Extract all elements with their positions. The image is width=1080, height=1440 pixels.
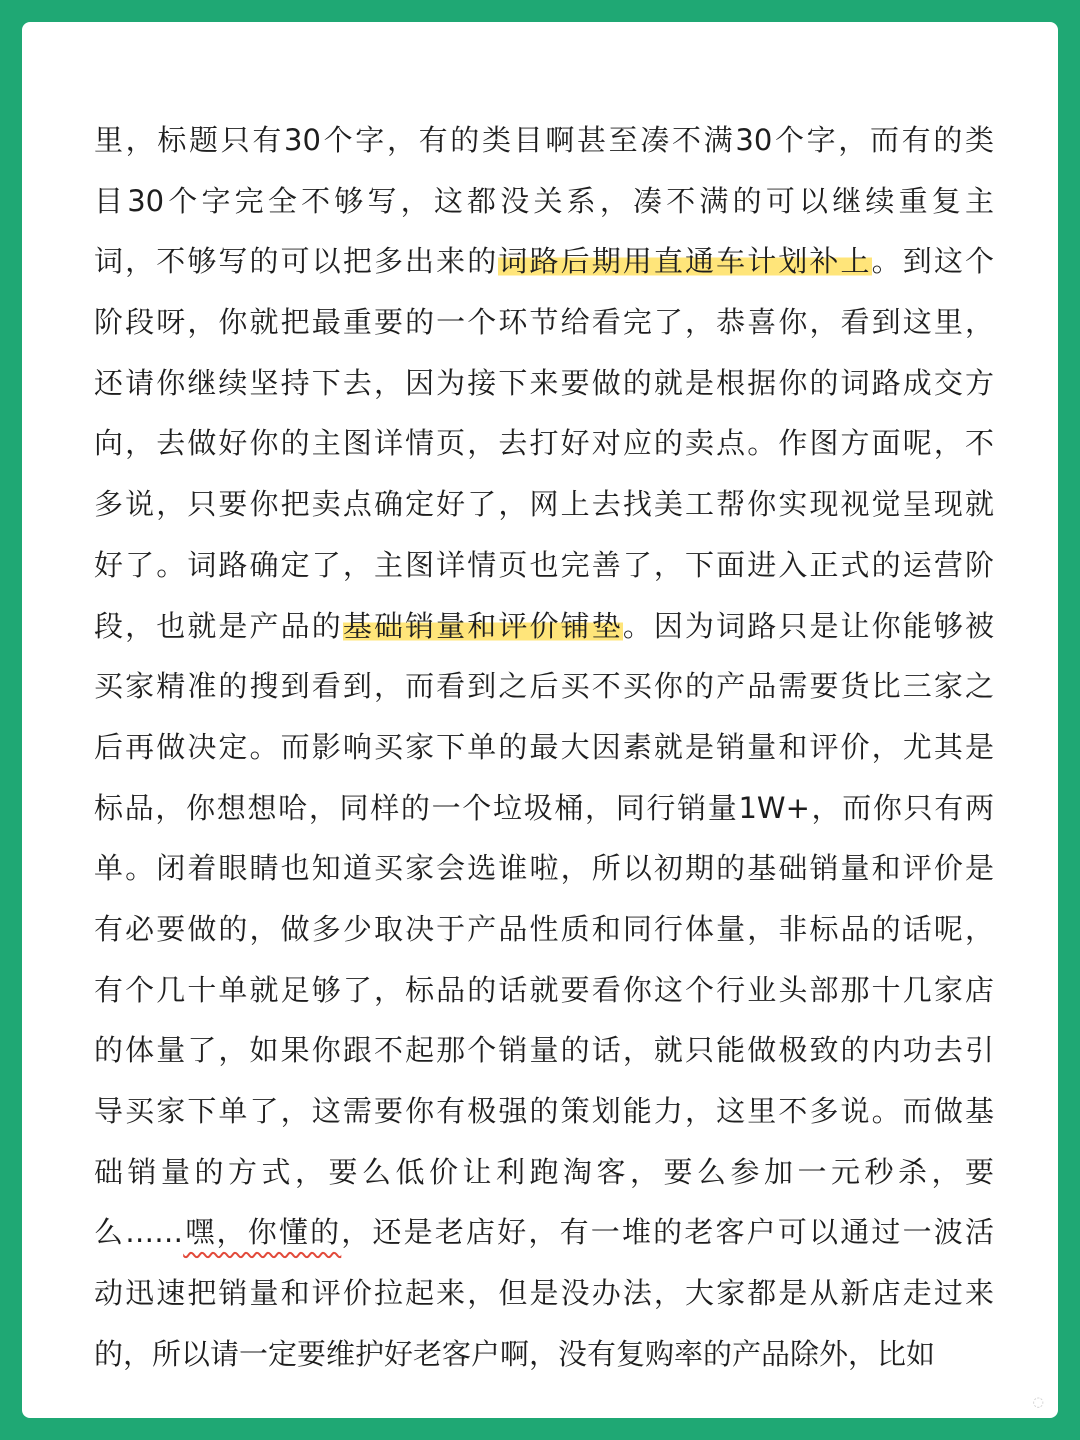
text-line xyxy=(94,535,994,596)
text-segment: 后再做决定。而影响买家下单的最大因素就是销量和评价，尤其是 xyxy=(94,729,994,764)
text-line xyxy=(94,1020,994,1081)
text-line xyxy=(94,1263,994,1324)
text-segment: 好了。词路确定了，主图详情页也完善了，下面进入正式的运营阶 xyxy=(94,547,994,582)
text-line xyxy=(94,960,994,1021)
text-segment: ，还是老店好，有一堆的老客户可以通过一波活 xyxy=(341,1215,994,1250)
text-line xyxy=(94,171,994,232)
text-segment: 有个几十单就足够了，标品的话就要看你这个行业头部那十几家店 xyxy=(94,972,994,1007)
text-segment: 多说，只要你把卖点确定好了，网上去找美工帮你实现视觉呈现就 xyxy=(94,487,994,522)
text-line xyxy=(94,778,994,839)
text-segment: 础销量的方式，要么低价让利跑淘客，要么参加一元秒杀，要 xyxy=(94,1154,994,1189)
text-segment: 么…… xyxy=(94,1215,184,1250)
text-line xyxy=(94,899,994,960)
text-line xyxy=(94,353,994,414)
highlighted-phrase: 基础销量和评价铺垫 xyxy=(342,608,623,643)
text-line xyxy=(94,838,994,899)
content-card xyxy=(22,22,1058,1418)
text-line xyxy=(94,474,994,535)
text-segment: 单。闭着眼睛也知道买家会选谁啦，所以初期的基础销量和评价是 xyxy=(94,851,994,886)
text-segment: 的，所以请一定要维护好老客户啊，没有复购率的产品除外，比如 xyxy=(94,1336,936,1371)
watermark-logo: ◌ xyxy=(1032,1395,1044,1410)
text-line xyxy=(94,1202,994,1263)
text-segment: 还请你继续坚持下去，因为接下来要做的就是根据你的词路成交方 xyxy=(94,365,994,400)
text-line xyxy=(94,231,994,292)
text-line xyxy=(94,1324,994,1385)
text-segment: 。因为词路只是让你能够被 xyxy=(622,608,994,643)
highlighted-phrase: 词路后期用直通车计划补上 xyxy=(498,244,872,279)
text-line xyxy=(94,292,994,353)
text-segment: 。到这个 xyxy=(871,244,994,279)
text-segment: 动迅速把销量和评价拉起来，但是没办法，大家都是从新店走过来 xyxy=(94,1276,994,1311)
text-line xyxy=(94,1081,994,1142)
text-segment: 目30个字完全不够写，这都没关系，凑不满的可以继续重复主 xyxy=(94,183,994,218)
text-segment: 段，也就是产品的 xyxy=(94,608,343,643)
article-text xyxy=(94,110,994,1384)
text-segment: 里，标题只有30个字，有的类目啊甚至凑不满30个字，而有的类 xyxy=(94,123,994,157)
text-segment: 的体量了，如果你跟不起那个销量的话，就只能做极致的内功去引 xyxy=(94,1033,994,1068)
text-line xyxy=(94,1142,994,1203)
text-line xyxy=(94,656,994,717)
text-segment: 有必要做的，做多少取决于产品性质和同行体量，非标品的话呢， xyxy=(94,911,994,946)
text-segment: 买家精准的搜到看到，而看到之后买不买你的产品需要货比三家之 xyxy=(94,669,994,704)
text-segment: 阶段呀，你就把最重要的一个环节给看完了，恭喜你，看到这里， xyxy=(94,305,994,340)
text-segment: 向，去做好你的主图详情页，去打好对应的卖点。作图方面呢，不 xyxy=(94,426,994,461)
text-segment: 标品，你想想哈，同样的一个垃圾桶，同行销量1W+，而你只有两 xyxy=(94,790,994,825)
text-line xyxy=(94,596,994,657)
wavy-underlined-phrase: 嘿，你懂的 xyxy=(183,1215,342,1250)
text-segment: 导买家下单了，这需要你有极强的策划能力，这里不多说。而做基 xyxy=(94,1094,994,1128)
text-segment: 词，不够写的可以把多出来的 xyxy=(94,244,499,279)
text-line xyxy=(94,413,994,474)
text-line xyxy=(94,717,994,778)
text-line xyxy=(94,110,994,171)
